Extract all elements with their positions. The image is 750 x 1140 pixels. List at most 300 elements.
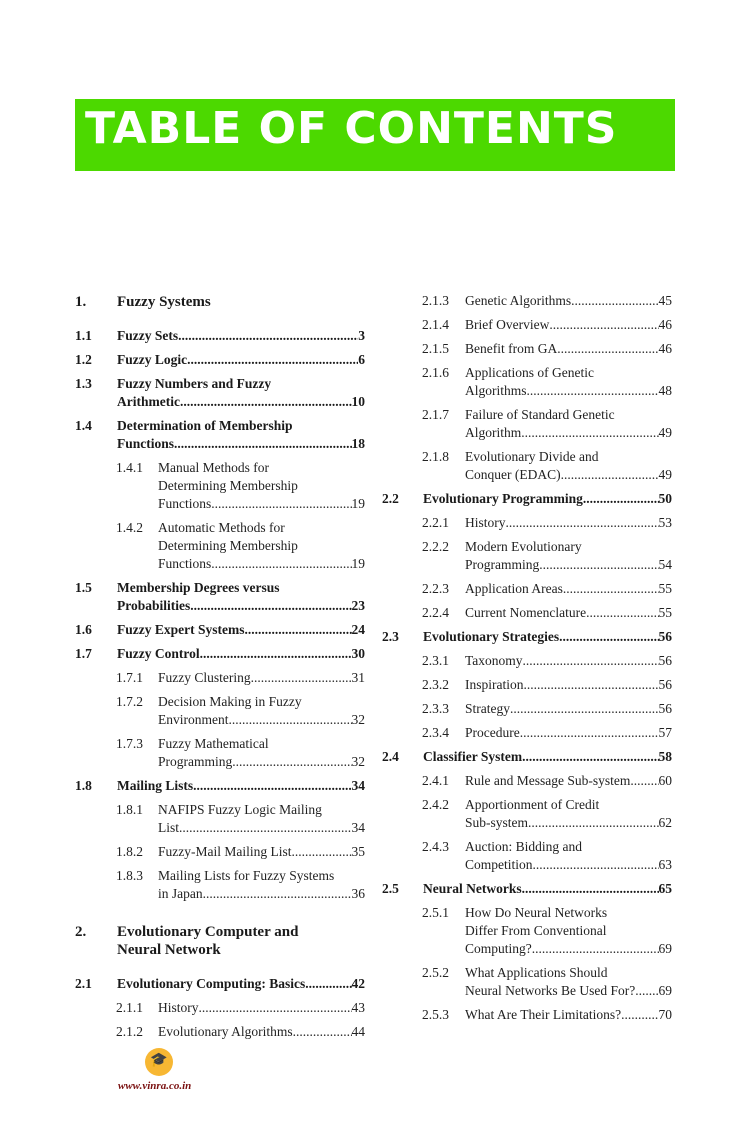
page-number: 32 [351,754,365,769]
entry-title [465,448,672,484]
entry-title [423,628,672,646]
page-number: 34 [351,820,365,835]
entry-line [465,466,672,484]
entry-line [117,941,365,959]
entry-line [117,417,365,435]
entry-number: 2.1 [75,976,92,991]
entry-text: Benefit from GA [465,341,558,356]
entry-number: 1.7.2 [116,694,143,709]
page-number: 19 [351,556,365,571]
entry-number: 1.7 [75,646,92,661]
entry-line [117,293,365,311]
entry-text: Applications of Genetic [465,365,594,380]
page-number: 56 [658,677,672,692]
entry-line [117,351,365,369]
entry-title [158,519,365,573]
entry-text: NAFIPS Fuzzy Logic Mailing [158,802,322,817]
entry-title [158,735,365,771]
dot-leader [533,856,659,874]
entry-title [117,777,365,795]
entry-text: Determining Membership [158,478,298,493]
entry-text: Fuzzy Expert Systems [117,622,245,637]
entry-line [465,904,672,922]
entry-number: 2.5.1 [422,905,449,920]
page-number: 57 [658,725,672,740]
entry-line [423,628,672,646]
page-number: 6 [358,352,365,367]
entry-text: What Are Their Limitations? [465,1007,622,1022]
entry-line [465,292,672,310]
entry-title [158,693,365,729]
dot-leader [179,819,351,837]
entry-title [465,700,672,718]
dot-leader [200,645,352,663]
entry-text: Sub-system [465,815,529,830]
entry-line [117,621,365,639]
entry-text: Fuzzy Systems [117,294,211,310]
entry-title [465,538,672,574]
entry-text: Auction: Bidding and [465,839,582,854]
entry-line [158,801,365,819]
entry-number: 1.2 [75,352,92,367]
entry-title [117,351,365,369]
entry-text: Determination of Membership [117,418,293,433]
entry-number: 1.7.3 [116,736,143,751]
dot-leader [193,777,351,795]
entry-number: 1.8.1 [116,802,143,817]
graduation-cap-icon: 🎓 [145,1048,173,1076]
entry-line [158,867,365,885]
entry-line [158,753,365,771]
entry-title [117,621,365,639]
page-number: 70 [658,1007,672,1022]
entry-text: Conquer (EDAC) [465,467,561,482]
entry-line [465,1006,672,1024]
entry-text: Modern Evolutionary [465,539,582,554]
page-number: 48 [658,383,672,398]
page-number: 63 [658,857,672,872]
entry-title [423,490,672,508]
entry-text: Functions [117,436,175,451]
entry-title [465,292,672,310]
entry-text: Fuzzy Control [117,646,200,661]
page-number: 35 [351,844,365,859]
dot-leader [621,1006,658,1024]
entry-text: Computing? [465,941,532,956]
dot-leader [561,466,659,484]
entry-text: Evolutionary Computing: Basics [117,976,306,991]
entry-text: Fuzzy Mathematical [158,736,269,751]
entry-line [117,375,365,393]
entry-line [465,814,672,832]
entry-title [465,652,672,670]
dot-leader [510,700,659,718]
entry-title [423,748,672,766]
entry-number: 2.1.2 [116,1024,143,1039]
entry-text: Evolutionary Computer and [117,924,299,940]
entry-text: Mailing Lists [117,778,194,793]
entry-number: 2.1.5 [422,341,449,356]
entry-title [465,838,672,874]
entry-number: 1.5 [75,580,92,595]
entry-title [158,459,365,513]
dot-leader [557,340,658,358]
entry-title [465,340,672,358]
page-number: 56 [658,629,672,644]
entry-number: 1.4.2 [116,520,143,535]
entry-number: 2.4.2 [422,797,449,812]
entry-number: 1.1 [75,328,92,343]
entry-line [158,999,365,1017]
page-number: 45 [658,293,672,308]
entry-number: 2.4.1 [422,773,449,788]
entry-text: Functions [158,496,212,511]
entry-text: How Do Neural Networks [465,905,608,920]
entry-text: Algorithm [465,425,522,440]
entry-number: 2.1.6 [422,365,449,380]
entry-line [117,435,365,453]
entry-text: Algorithms [465,383,527,398]
entry-line [158,519,365,537]
entry-line [465,796,672,814]
dot-leader [506,514,659,532]
entry-line [465,514,672,532]
dot-leader [524,676,659,694]
page-number: 49 [658,467,672,482]
entry-title [465,580,672,598]
entry-text: Determining Membership [158,538,298,553]
entry-title [465,676,672,694]
entry-line [465,964,672,982]
entry-title [465,514,672,532]
entry-line [465,772,672,790]
entry-text: Differ From Conventional [465,923,607,938]
entry-title [423,880,672,898]
entry-line [117,975,365,993]
entry-title [117,645,365,663]
page-number: 56 [658,701,672,716]
entry-line [423,880,672,898]
entry-text: Procedure [465,725,520,740]
page-number: 23 [351,598,365,613]
dot-leader [178,327,358,345]
entry-number: 1.4.1 [116,460,143,475]
page-number: 43 [351,1000,365,1015]
entry-line [158,885,365,903]
entry-number: 2.2.3 [422,581,449,596]
entry-line [117,597,365,615]
entry-text: Application Areas [465,581,563,596]
entry-text: Mailing Lists for Fuzzy Systems [158,868,335,883]
entry-line [465,676,672,694]
entry-title [158,801,365,837]
entry-line [117,645,365,663]
page-number: 60 [658,773,672,788]
entry-line [465,424,672,442]
entry-number: 2.5.3 [422,1007,449,1022]
entry-text: Probabilities [117,598,191,613]
page-number: 62 [658,815,672,830]
entry-line [465,652,672,670]
dot-leader [630,772,658,790]
page-number: 18 [351,436,365,451]
entry-number: 2.3.4 [422,725,449,740]
entry-line [465,856,672,874]
entry-line [423,490,672,508]
entry-line [465,340,672,358]
page-number: 53 [658,515,672,530]
entry-text: in Japan [158,886,203,901]
entry-text: Membership Degrees versus [117,580,280,595]
entry-number: 1.8.3 [116,868,143,883]
entry-line [465,940,672,958]
entry-number: 2. [75,924,87,940]
entry-title [465,964,672,1000]
entry-text: Competition [465,857,533,872]
page-number: 46 [658,341,672,356]
entry-line [158,843,365,861]
dot-leader [527,382,659,400]
page-number: 58 [658,749,672,764]
page-title: TABLE OF CONTENTS [85,103,618,154]
entry-text: Taxonomy [465,653,523,668]
dot-leader [305,975,351,993]
entry-number: 2.1.4 [422,317,449,332]
entry-number: 2.2.2 [422,539,449,554]
entry-line [158,459,365,477]
entry-number: 1.7.1 [116,670,143,685]
entry-line [465,982,672,1000]
entry-number: 2.1.3 [422,293,449,308]
dot-leader [549,316,658,334]
dot-leader [291,843,351,861]
entry-text: Manual Methods for [158,460,269,475]
page-number: 19 [351,496,365,511]
entry-title [465,406,672,442]
entry-line [117,579,365,597]
entry-number: 2.1.8 [422,449,449,464]
dot-leader [232,753,351,771]
dot-leader [190,597,351,615]
entry-text: Fuzzy Logic [117,352,188,367]
entry-text: Decision Making in Fuzzy [158,694,302,709]
entry-title [117,293,365,311]
entry-number: 1.8.2 [116,844,143,859]
page-number: 30 [351,646,365,661]
entry-number: 1.8 [75,778,92,793]
entry-title [158,867,365,903]
dot-leader [520,724,659,742]
entry-text: Inspiration [465,677,524,692]
page-number: 56 [658,653,672,668]
entry-title [465,1006,672,1024]
entry-number: 2.1.1 [116,1000,143,1015]
dot-leader [522,748,658,766]
entry-line [158,1023,365,1041]
entry-text: Current Nomenclature [465,605,587,620]
entry-text: History [465,515,506,530]
entry-title [465,772,672,790]
entry-line [158,477,365,495]
entry-line [465,538,672,556]
entry-line [465,406,672,424]
entry-text: Fuzzy Clustering [158,670,251,685]
entry-number: 2.2 [382,491,399,506]
dot-leader [563,580,659,598]
entry-title [158,843,365,861]
entry-title [465,796,672,832]
entry-line [465,604,672,622]
entry-line [465,580,672,598]
dot-leader [539,556,658,574]
entry-line [465,700,672,718]
entry-text: Strategy [465,701,510,716]
entry-title [117,923,365,959]
entry-text: Neural Networks [423,881,522,896]
dot-leader [187,351,358,369]
entry-title [117,327,365,345]
entry-line [158,819,365,837]
entry-line [465,922,672,940]
entry-number: 2.5.2 [422,965,449,980]
entry-number: 2.4.3 [422,839,449,854]
entry-text: Functions [158,556,212,571]
entry-line [465,382,672,400]
page-number: 3 [358,328,365,343]
entry-line [158,711,365,729]
entry-title [465,724,672,742]
page-number: 42 [351,976,365,991]
entry-text: Failure of Standard Genetic [465,407,615,422]
entry-number: 2.3.1 [422,653,449,668]
entry-line [117,327,365,345]
entry-line [158,555,365,573]
entry-line [465,556,672,574]
entry-title [117,975,365,993]
entry-text: Programming [465,557,540,572]
entry-number: 2.2.1 [422,515,449,530]
entry-title [117,417,365,453]
dot-leader [229,711,352,729]
entry-title [158,669,365,687]
page-number: 44 [351,1024,365,1039]
entry-text: Rule and Message Sub-system [465,773,631,788]
title-banner [75,99,675,171]
entry-line [465,364,672,382]
entry-number: 1.6 [75,622,92,637]
entry-number: 2.3.3 [422,701,449,716]
entry-text: Arithmetic [117,394,180,409]
page-number: 65 [658,881,672,896]
entry-text: Brief Overview [465,317,550,332]
entry-text: Fuzzy-Mail Mailing List [158,844,292,859]
dot-leader [251,669,352,687]
dot-leader [523,652,659,670]
entry-text: Genetic Algorithms [465,293,572,308]
dot-leader [583,490,659,508]
entry-line [465,838,672,856]
entry-text: Neural Network [117,942,221,958]
entry-line [117,923,365,941]
entry-number: 2.4 [382,749,399,764]
entry-title [465,604,672,622]
entry-line [158,495,365,513]
entry-text: Automatic Methods for [158,520,285,535]
entry-line [158,669,365,687]
entry-text: Evolutionary Divide and [465,449,599,464]
dot-leader [180,393,352,411]
page-number: 32 [351,712,365,727]
entry-number: 2.3.2 [422,677,449,692]
entry-text: What Applications Should [465,965,608,980]
page-number: 46 [658,317,672,332]
entry-number: 2.2.4 [422,605,449,620]
entry-text: Programming [158,754,233,769]
entry-line [158,735,365,753]
page-number: 31 [351,670,365,685]
entry-line [158,537,365,555]
entry-text: History [158,1000,199,1015]
dot-leader [586,604,658,622]
entry-title [465,364,672,400]
dot-leader [532,940,659,958]
entry-line [465,448,672,466]
dot-leader [211,555,351,573]
entry-line [158,693,365,711]
dot-leader [522,880,659,898]
dot-leader [635,982,658,1000]
entry-title [117,579,365,615]
entry-text: Apportionment of Credit [465,797,600,812]
entry-text: Classifier System [423,749,523,764]
entry-number: 1.3 [75,376,92,391]
entry-title [158,999,365,1017]
entry-title [465,316,672,334]
entry-line [117,777,365,795]
entry-title [465,904,672,958]
entry-number: 2.5 [382,881,399,896]
page-number: 24 [351,622,365,637]
entry-text: Environment [158,712,229,727]
entry-text: Fuzzy Sets [117,328,179,343]
entry-title [158,1023,365,1041]
page-number: 34 [351,778,365,793]
entry-title [117,375,365,411]
entry-text: Evolutionary Algorithms [158,1024,293,1039]
entry-number: 2.3 [382,629,399,644]
entry-line [423,748,672,766]
page-number: 50 [658,491,672,506]
page-number: 69 [658,983,672,998]
page-number: 55 [658,581,672,596]
dot-leader [528,814,658,832]
page-number: 36 [351,886,365,901]
page-number: 10 [351,394,365,409]
dot-leader [293,1023,352,1041]
page-number: 54 [658,557,672,572]
entry-text: Neural Networks Be Used For? [465,983,636,998]
entry-number: 2.1.7 [422,407,449,422]
dot-leader [211,495,351,513]
dot-leader [521,424,658,442]
entry-text: Fuzzy Numbers and Fuzzy [117,376,272,391]
entry-line [465,724,672,742]
dot-leader [174,435,351,453]
page-number: 55 [658,605,672,620]
dot-leader [244,621,351,639]
dot-leader [203,885,352,903]
dot-leader [199,999,352,1017]
